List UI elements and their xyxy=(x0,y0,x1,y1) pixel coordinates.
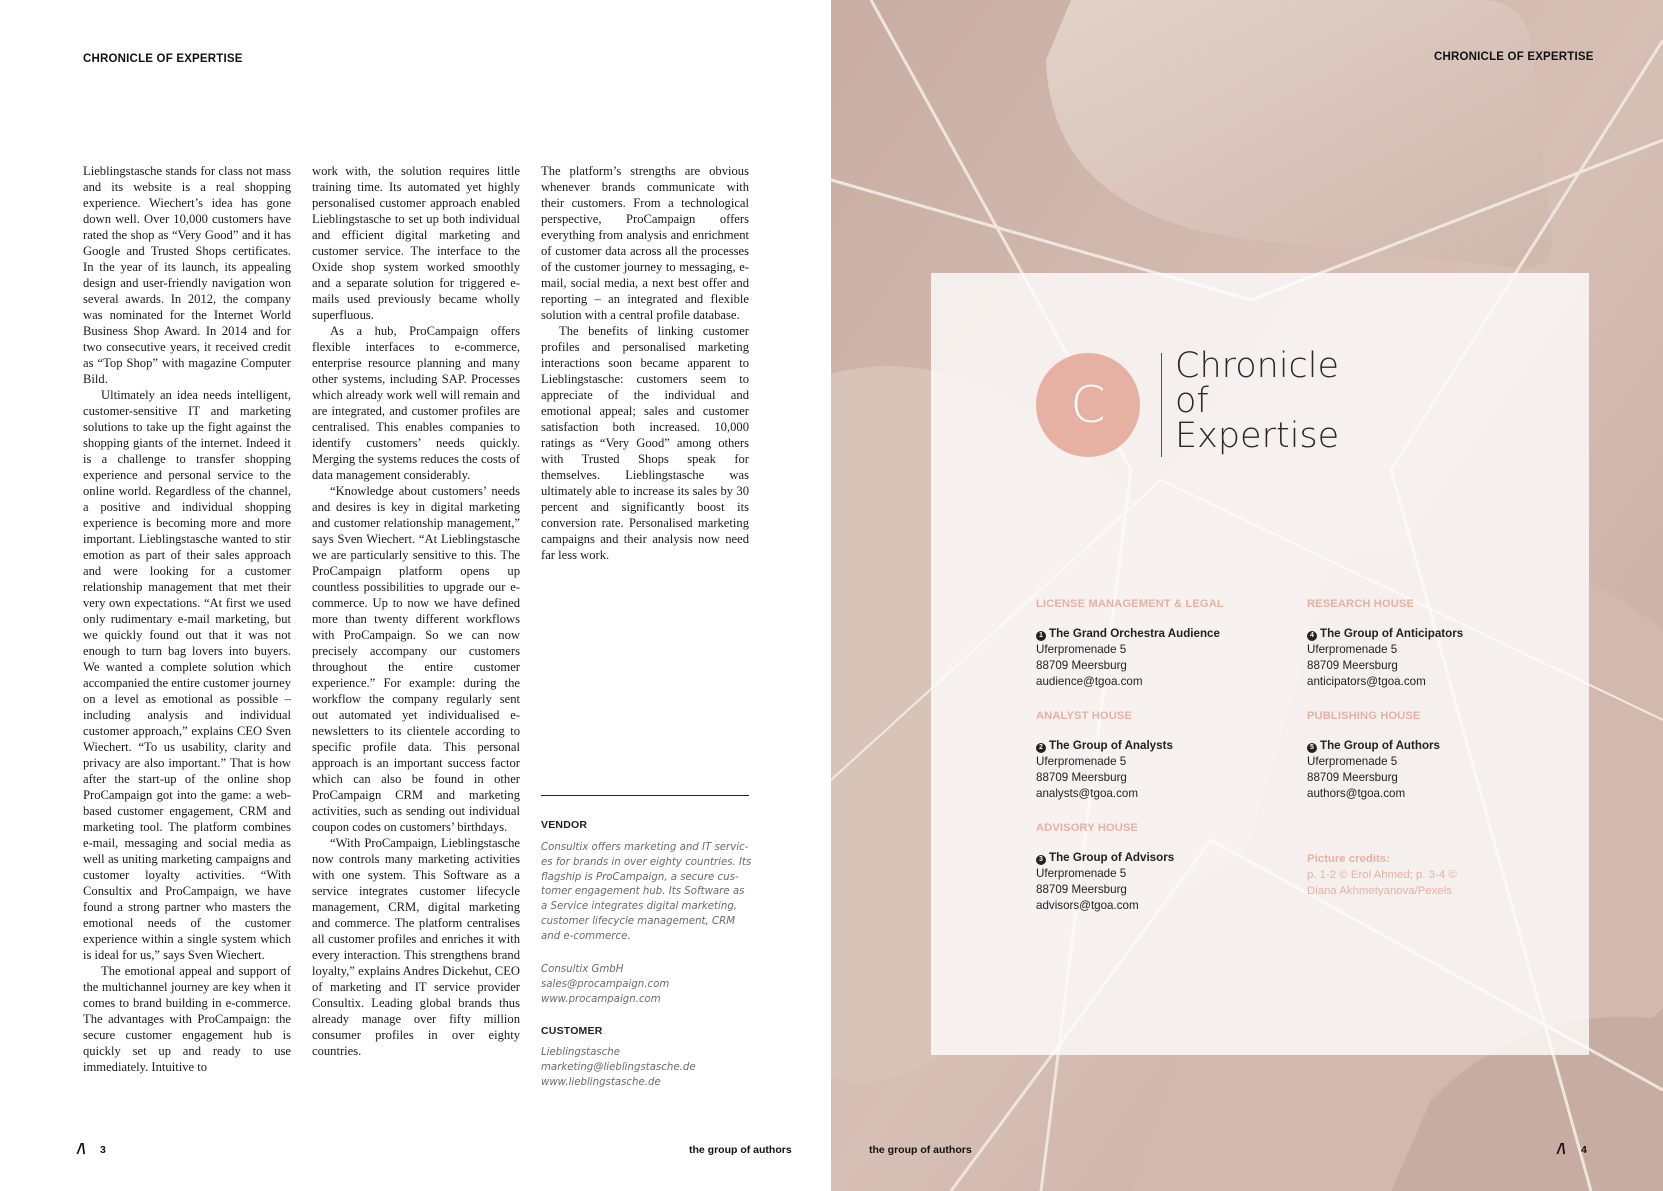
address-license xyxy=(1036,596,1276,690)
paragraph: “With ProCampaign, Lieblingstasche now controls many marketing activities with one system. This Software as a service integrates customer lifecycle management, CRM, digital marketing and commerce. The platform centralises all customer profiles and enriches it with every interaction. This strengthens brand loyalty,” explains Andres Dickehut, CEO of marketing and IT service provider Consultix. Leading global brands thus already manage over fifty million consumer profiles in over eighty countries. xyxy=(312,836,520,1058)
vendor-line: and e-commerce. xyxy=(541,930,631,942)
left-page xyxy=(0,0,831,1191)
address-street: Uferpromenade 5 xyxy=(1036,755,1127,768)
article-column-3 xyxy=(541,163,749,563)
page-number-right: 4 xyxy=(1581,1144,1587,1156)
vendor-line: flagship is ProCampaign, a secure cus- xyxy=(541,871,739,883)
customer-heading: CUSTOMER xyxy=(541,1025,603,1037)
address-email[interactable]: anticipators@tgoa.com xyxy=(1307,675,1426,688)
address-street: Uferpromenade 5 xyxy=(1307,755,1398,768)
picture-credits xyxy=(1307,851,1547,899)
number-badge: 4 xyxy=(1307,631,1317,641)
address-org: The Group of Authors xyxy=(1320,739,1441,752)
title-line: of xyxy=(1175,381,1209,421)
address-name xyxy=(1307,626,1547,642)
address-analyst xyxy=(1036,708,1276,802)
title-line: Chronicle xyxy=(1175,346,1340,386)
credits-line: Diana Akhmetyanova/Pexels xyxy=(1307,885,1452,897)
article-column-1 xyxy=(83,163,291,1075)
address-heading: ADVISORY HOUSE xyxy=(1036,822,1139,834)
customer-contact xyxy=(541,1046,749,1090)
paragraph: The benefits of linking customer profiles and personalised marketing interactions soon became apparent to Lieblingstasche: customers seem to appreciate of the individual and emotional appeal; sales and customer satisfaction both increased. 10,000 ratings as “Very Good” among others with Trusted Shops speak for themselves. Lieblingstasche was ultimately able to increase its sales by 30 percent and significantly boost its conversion rate. Personalised marketing campaigns and their analysis now need far less work. xyxy=(541,324,749,562)
address-name xyxy=(1307,738,1547,754)
address-name xyxy=(1036,738,1276,754)
address-research xyxy=(1307,596,1547,690)
vendor-line: a Service integrates digital marketing, xyxy=(541,901,738,913)
number-badge: 2 xyxy=(1036,743,1046,753)
vendor-email[interactable]: sales@procampaign.com xyxy=(541,978,670,990)
vendor-line: customer lifecycle management, CRM xyxy=(541,915,735,927)
vendor-heading: VENDOR xyxy=(541,819,588,831)
address-heading: PUBLISHING HOUSE xyxy=(1307,710,1421,722)
paragraph: As a hub, ProCampaign offers flexible interfaces to e-commerce, enterprise resource planning and many other systems, including SAP. Processes which already work well will remain and are integrated, and customer profiles are centralised. This enables companies to identify customers’ needs quickly. Merging the systems reduces the costs of data management considerably. xyxy=(312,324,520,482)
footer-publisher-left: the group of authors xyxy=(689,1144,792,1156)
vendor-contact xyxy=(541,963,749,1007)
vendor-website[interactable]: www.procampaign.com xyxy=(541,993,661,1005)
paragraph: work with, the solution requires little training time. Its automated yet highly personalised customer approach enabled Lieblingstasche to set up both individual and efficient digital marketing and customer service. The interface to the Oxide shop system worked smoothly and a separate solution for triggered e-mails used previously became wholly superfluous. xyxy=(312,164,520,322)
address-street: Uferpromenade 5 xyxy=(1036,643,1127,656)
address-email[interactable]: analysts@tgoa.com xyxy=(1036,787,1138,800)
address-street: Uferpromenade 5 xyxy=(1036,867,1127,880)
sidebar-divider xyxy=(541,795,749,796)
address-advisory xyxy=(1036,820,1276,914)
paragraph: Ultimately an idea needs intelligent, customer-sensitive IT and marketing solutions to take up the fight against the shopping giants of the internet. Indeed it is a challenge to transfer shopping experience and personal service to the online world. Regardless of the channel, a positive and individual shopping experience is becoming more and more important. Lieblingstasche wanted to stir emotion as part of their sales approach and were looking for a customer relationship management that met their very own expectations. “At first we used only rudimentary e-mail marketing, but we quickly found out that it was not enough to turn bag lovers into buyers. We wanted a complete solution which accompanied the entire customer journey on a level as emotional as possible – including analysis and individual customer approach,” explains CEO Sven Wiechert. “To us usability, clarity and privacy are also important.” That is how after the start-up of the online shop ProCampaign got into the game: a web-based customer engagement, CRM and marketing tool. The platform combines e-mail, messaging and social media as well as uniting marketing campaigns and customer loyalty activities. “With Consultix and ProCampaign, we have found a strong partner who masters the emotional needs of the customer experience within a single system which is ideal for us,” says Sven Wiechert. xyxy=(83,388,291,962)
number-badge: 5 xyxy=(1307,743,1317,753)
address-email[interactable]: authors@tgoa.com xyxy=(1307,787,1406,800)
address-org: The Grand Orchestra Audience xyxy=(1049,627,1220,640)
address-publishing xyxy=(1307,708,1547,802)
paragraph: “Knowledge about customers’ needs and desires is key in digital marketing and customer relationship management,” says Sven Wiechert. “At Lieblingstasche we are particularly sensitive to this. The ProCampaign platform opens up countless possibilities to upgrade our e-commerce. Up to now we have defined more than twenty different workflows with ProCampaign. So we can now precisely accompany our customers throughout the entire customer experience.” For example: during the workflow the company regularly sent out automated yet individualised e-newsletters to its clientele according to specific profile data. This personal approach is an important success factor which can also be found in other ProCampaign CRM and marketing activities, such as sending out individual coupon codes on customers’ birthdays. xyxy=(312,484,520,834)
address-org: The Group of Advisors xyxy=(1049,851,1175,864)
address-city: 88709 Meersburg xyxy=(1036,883,1127,896)
number-badge: 3 xyxy=(1036,855,1046,865)
vendor-description xyxy=(541,841,752,945)
paragraph: The emotional appeal and support of the multichannel journey are key when it comes to brand building in e-commerce. The advantages with ProCampaign: the secure customer engagement hub is quickly set up and ready to use immediately. Intuitive to xyxy=(83,964,291,1074)
brand-logo-icon: /\ xyxy=(1557,1141,1566,1158)
number-badge: 1 xyxy=(1036,631,1046,641)
paragraph: The platform’s strengths are obvious whenever brands communicate with their customers. From a technological perspective, ProCampaign offers everything from analysis and enrichment of customer data across all the processes of the customer journey to messaging, e-mail, social media, a next best offer and reporting – an integrated and flexible solution with a central profile database. xyxy=(541,164,749,322)
right-page xyxy=(831,0,1663,1191)
footer-publisher-right: the group of authors xyxy=(869,1144,972,1156)
running-head-right: CHRONICLE OF EXPERTISE xyxy=(1434,51,1594,63)
page-number-left: 3 xyxy=(100,1144,106,1156)
magazine-title xyxy=(1175,346,1340,456)
chronicle-badge: C xyxy=(1036,353,1140,457)
customer-email[interactable]: marketing@lieblingstasche.de xyxy=(541,1061,696,1073)
address-city: 88709 Meersburg xyxy=(1307,771,1398,784)
address-heading: RESEARCH HOUSE xyxy=(1307,598,1415,610)
title-line: Expertise xyxy=(1175,416,1340,456)
vendor-company: Consultix GmbH xyxy=(541,964,624,975)
customer-company: Lieblingstasche xyxy=(541,1047,621,1058)
address-city: 88709 Meersburg xyxy=(1036,659,1127,672)
credits-line: p. 1-2 © Erol Ahmed; p. 3-4 © xyxy=(1307,869,1457,881)
address-name xyxy=(1036,850,1276,866)
address-email[interactable]: audience@tgoa.com xyxy=(1036,675,1143,688)
credits-heading: Picture credits: xyxy=(1307,853,1390,865)
title-divider xyxy=(1161,353,1162,457)
vendor-line: es for brands in over eighty countries. Its xyxy=(541,856,752,868)
address-org: The Group of Analysts xyxy=(1049,739,1173,752)
vendor-line: tomer engagement hub. Its Software as xyxy=(541,886,745,898)
brand-logo-icon: /\ xyxy=(77,1141,86,1158)
address-heading: ANALYST HOUSE xyxy=(1036,710,1132,722)
address-org: The Group of Anticipators xyxy=(1320,627,1464,640)
address-heading: LICENSE MANAGEMENT & LEGAL xyxy=(1036,598,1224,610)
address-city: 88709 Meersburg xyxy=(1307,659,1398,672)
paragraph: Lieblingstasche stands for class not mass and its website is a real shopping experience. Wiechert’s idea has gone down well. Over 10,000 customers have rated the shop as “Very Good” and it has Google and Trusted Shops certificates. In the year of its launch, its appealing design and user-friendly navigation won several awards. In 2012, the company was nominated for the Internet World Business Shop Award. In 2014 and for two consecutive years, it received credit as “Top Shop” with magazine Computer Bild. xyxy=(83,164,291,386)
customer-website[interactable]: www.lieblingstasche.de xyxy=(541,1076,661,1088)
vendor-line: Consultix offers marketing and IT servic- xyxy=(541,842,749,853)
info-panel xyxy=(931,273,1589,1055)
address-street: Uferpromenade 5 xyxy=(1307,643,1398,656)
article-column-2 xyxy=(312,163,520,1059)
address-email[interactable]: advisors@tgoa.com xyxy=(1036,899,1139,912)
address-city: 88709 Meersburg xyxy=(1036,771,1127,784)
running-head-left: CHRONICLE OF EXPERTISE xyxy=(83,53,243,65)
address-name xyxy=(1036,626,1276,642)
